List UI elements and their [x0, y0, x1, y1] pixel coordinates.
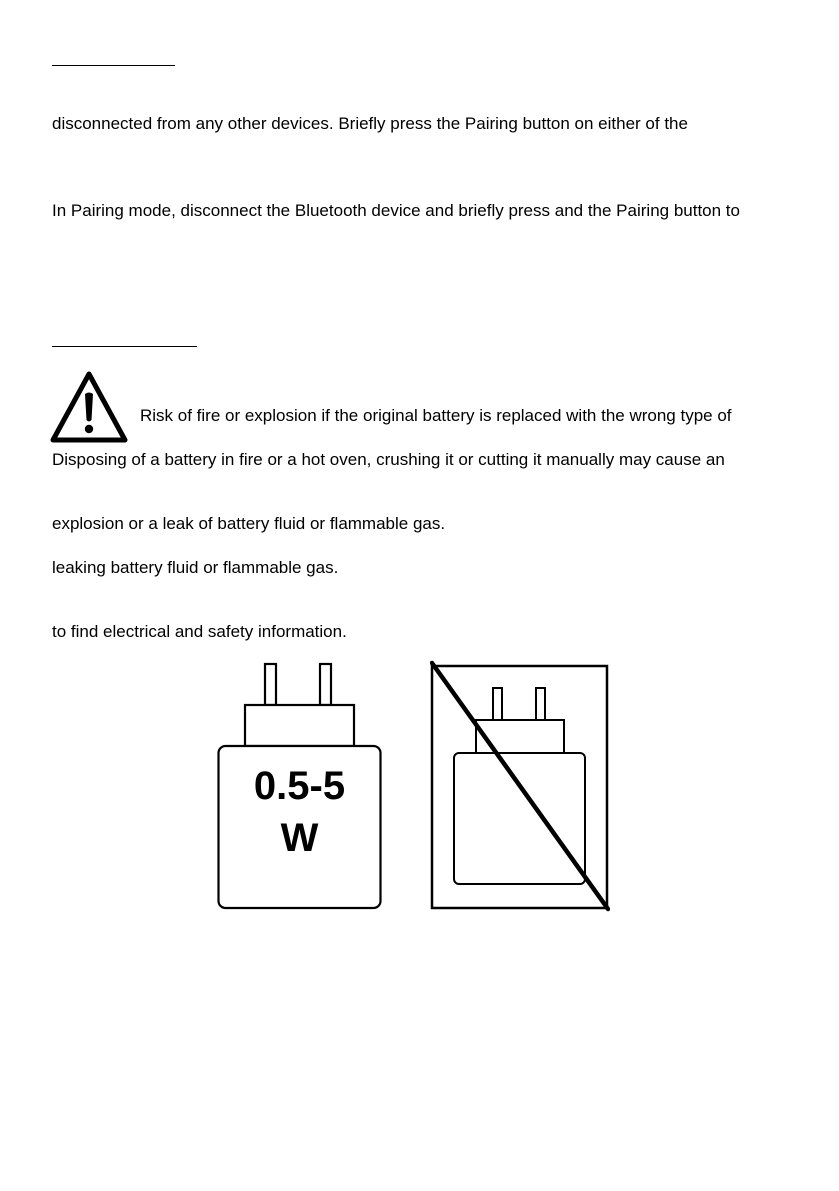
text-battery-leaking: leaking battery fluid or flammable gas. [52, 558, 339, 577]
text-pairing-mode: In Pairing mode, disconnect the Bluetooth device and briefly press and the Pairing button to [52, 201, 740, 220]
charger-power-unit: W [280, 816, 319, 860]
text-battery-risk: Risk of fire or explosion if the original battery is replaced with the wrong type of [140, 406, 732, 425]
section-rule-safety [52, 346, 197, 347]
text-safety-info: to find electrical and safety information. [52, 622, 347, 641]
warning-triangle-icon [50, 370, 128, 444]
charger-power-rating-icon [217, 660, 382, 912]
text-battery-explosion: explosion or a leak of battery fluid or flammable gas. [52, 514, 446, 533]
text-battery-disposal: Disposing of a battery in fire or a hot oven, crushing it or cutting it manually may cause an [52, 450, 725, 469]
text-pairing-disconnect: disconnected from any other devices. Briefly press the Pairing button on either of the [52, 114, 688, 133]
charger-power-value: 0.5-5 [253, 764, 346, 808]
section-rule-top [52, 65, 175, 66]
charger-not-included-icon [430, 660, 610, 912]
